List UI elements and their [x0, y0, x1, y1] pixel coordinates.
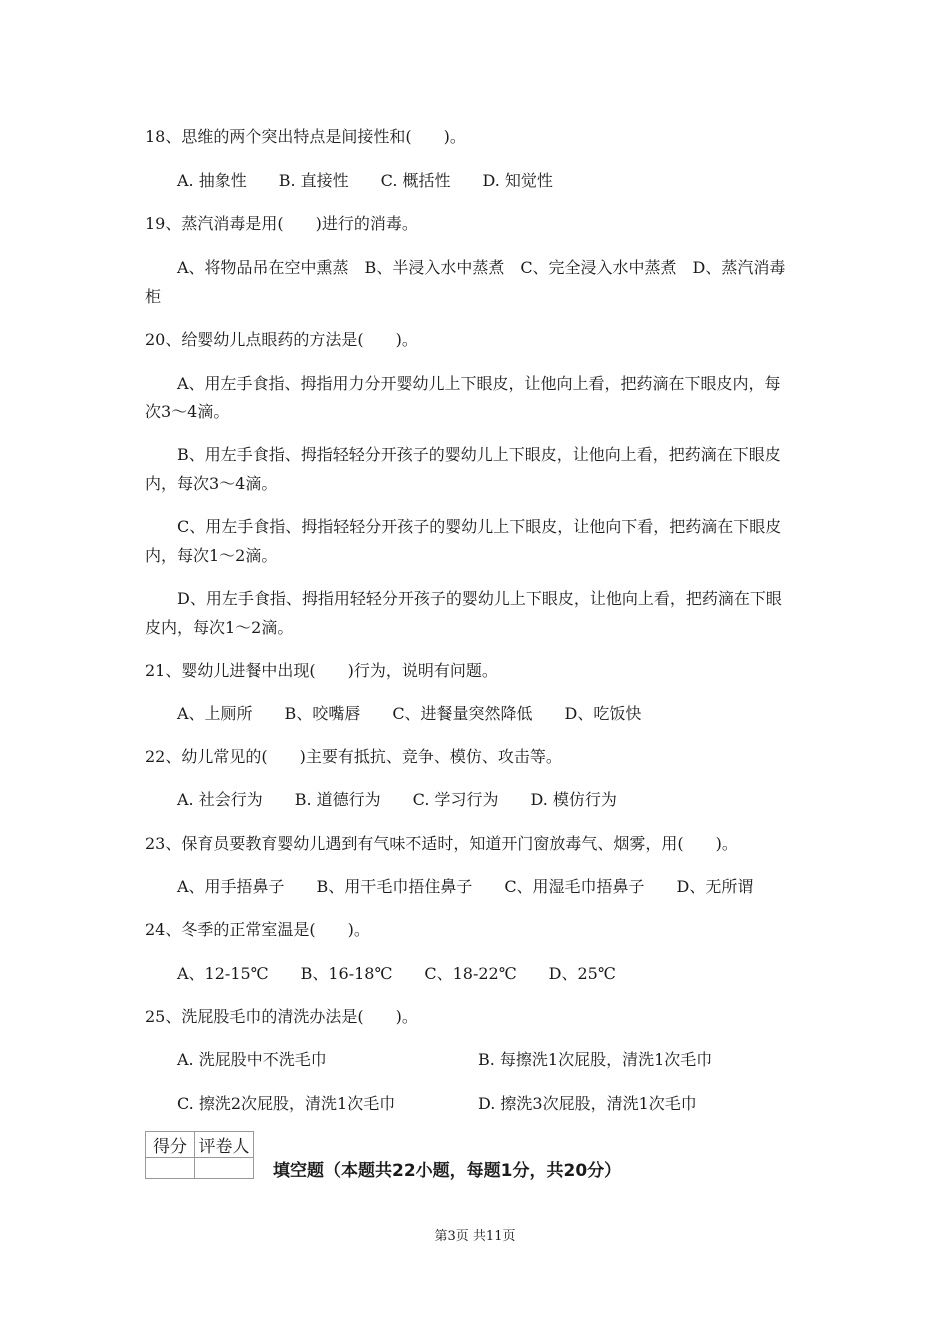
question-20-choice-d-wrap: 皮内，每次1～2滴。 [145, 618, 294, 637]
question-25-option-c: C. 擦洗2次屁股，清洗1次毛巾 [177, 1094, 396, 1113]
question-22-options: A. 社会行为 B. 道德行为 C. 学习行为 D. 模仿行为 [177, 790, 617, 809]
question-18-stem: 18、思维的两个突出特点是间接性和( )。 [145, 127, 466, 146]
question-25-option-b: B. 每擦洗1次屁股，清洗1次毛巾 [478, 1050, 713, 1069]
question-20-choice-a-wrap: 次3～4滴。 [145, 402, 230, 421]
question-25-option-a: A. 洗屁股中不洗毛巾 [177, 1050, 327, 1069]
question-19-options: A、将物品吊在空中熏蒸 B、半浸入水中蒸煮 C、完全浸入水中蒸煮 D、蒸汽消毒 [177, 258, 786, 277]
score-cell[interactable] [146, 1158, 195, 1179]
question-20-choice-d: D、用左手食指、拇指用轻轻分开孩子的婴幼儿上下眼皮，让他向上看，把药滴在下眼 [177, 589, 782, 608]
question-20-choice-c-wrap: 内，每次1～2滴。 [145, 546, 278, 565]
question-19-stem: 19、蒸汽消毒是用( )进行的消毒。 [145, 214, 418, 233]
page-footer: 第3页 共11页 [434, 1229, 516, 1244]
grader-cell[interactable] [195, 1158, 254, 1179]
question-19-options-wrap: 柜 [145, 287, 162, 306]
question-20-stem: 20、给婴幼儿点眼药的方法是( )。 [145, 330, 418, 349]
score-box [145, 1131, 254, 1179]
question-21-stem: 21、婴幼儿进餐中出现( )行为，说明有问题。 [145, 661, 498, 680]
score-header: 得分 [146, 1132, 195, 1158]
question-23-stem: 23、保育员要教育婴幼儿遇到有气味不适时，知道开门窗放毒气、烟雾，用( )。 [145, 834, 738, 853]
question-22-stem: 22、幼儿常见的( )主要有抵抗、竞争、模仿、攻击等。 [145, 747, 562, 766]
question-21-options: A、上厕所 B、咬嘴唇 C、进餐量突然降低 D、吃饭快 [177, 704, 642, 723]
question-24-stem: 24、冬季的正常室温是( )。 [145, 920, 370, 939]
question-20-choice-c: C、用左手食指、拇指轻轻分开孩子的婴幼儿上下眼皮，让他向下看，把药滴在下眼皮 [177, 517, 782, 536]
question-20-choice-a: A、用左手食指、拇指用力分开婴幼儿上下眼皮，让他向上看，把药滴在下眼皮内，每 [177, 374, 781, 393]
question-20-choice-b: B、用左手食指、拇指轻轻分开孩子的婴幼儿上下眼皮，让他向上看，把药滴在下眼皮 [177, 445, 781, 464]
question-23-options: A、用手捂鼻子 B、用干毛巾捂住鼻子 C、用湿毛巾捂鼻子 D、无所谓 [177, 877, 754, 896]
question-24-options: A、12-15℃ B、16-18℃ C、18-22℃ D、25℃ [177, 964, 616, 983]
section-title: 填空题（本题共22小题，每题1分，共20分） [273, 1161, 622, 1181]
question-20-choice-b-wrap: 内，每次3～4滴。 [145, 474, 278, 493]
grader-header: 评卷人 [195, 1132, 254, 1158]
question-25-stem: 25、洗屁股毛巾的清洗办法是( )。 [145, 1007, 418, 1026]
question-18-options: A. 抽象性 B. 直接性 C. 概括性 D. 知觉性 [177, 171, 553, 190]
question-25-option-d: D. 擦洗3次屁股，清洗1次毛巾 [478, 1094, 697, 1113]
